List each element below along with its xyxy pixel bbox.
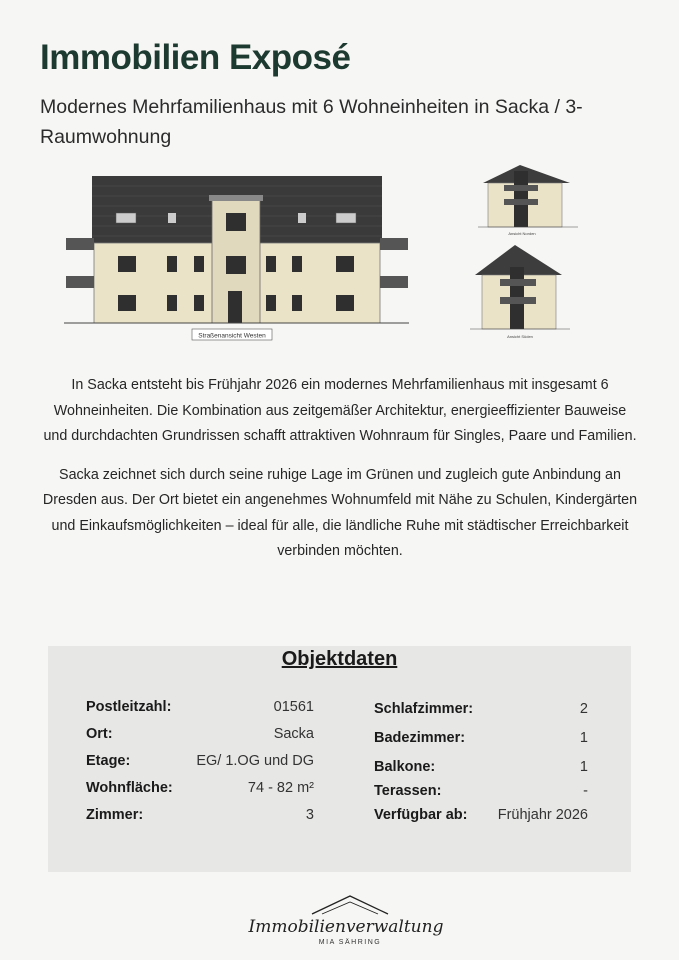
data-value: Sacka — [273, 726, 314, 742]
data-label: Terassen: — [374, 783, 442, 799]
data-value: - — [583, 783, 588, 799]
building-drawings — [0, 165, 679, 355]
objektdaten-title: Objektdaten — [281, 648, 398, 670]
intro-paragraph-2: Sacka zeichnet sich durch seine ruhige Lage im Grünen und zugleich gute Anbindung an Dresden aus. Der Ort bietet ein angenehmes Wohnumfeld mit Nähe zu Schulen, Kindergärten und Einkaufsmöglichkeiten – ideal für alle, die ländliche Ruhe mit städtischer Erreichbarkeit verbinden möchten. — [42, 466, 638, 559]
data-row — [374, 759, 588, 781]
data-label: Badezimmer: — [374, 730, 466, 746]
data-value: 1 — [579, 730, 588, 746]
data-label: Ort: — [86, 726, 113, 742]
company-logo — [248, 892, 444, 952]
data-label: Postleitzahl: — [86, 699, 172, 715]
data-row — [86, 780, 314, 802]
page-title: Immobilien Exposé — [40, 38, 351, 77]
data-label: Etage: — [86, 753, 131, 769]
front-caption: Straßenansicht Westen — [198, 332, 266, 340]
data-row — [374, 701, 588, 723]
data-row — [374, 730, 588, 752]
front-elevation-drawing — [64, 173, 409, 343]
data-row — [374, 807, 588, 829]
data-label: Zimmer: — [86, 807, 144, 823]
side-elevation-north-drawing — [478, 165, 578, 240]
logo-script-text: Immobilienverwaltung — [248, 917, 444, 937]
data-row — [86, 699, 314, 721]
data-label: Wohnfläche: — [86, 780, 173, 796]
side-elevation-south-drawing — [470, 245, 570, 343]
page-subtitle: Modernes Mehrfamilienhaus mit 6 Wohneinheiten in Sacka / 3-Raumwohnung — [40, 96, 583, 148]
logo-name: MIA SÄHRING — [318, 939, 382, 946]
side-caption-2: Ansicht Süden — [507, 334, 533, 339]
data-row — [86, 807, 314, 829]
side-caption-1: Ansicht Norden — [508, 231, 536, 236]
intro-text — [40, 373, 640, 578]
intro-paragraph-1: In Sacka entsteht bis Frühjahr 2026 ein modernes Mehrfamilienhaus mit insgesamt 6 Wohneinheiten. Die Kombination aus zeitgemäßer Architektur, energieeffizienter Bauweise und durchdachten Grundrissen schafft attraktiven Wohnraum für Singles, Paare und Familien. — [43, 377, 637, 444]
data-row — [86, 753, 314, 775]
data-label: Verfügbar ab: — [374, 807, 468, 823]
data-value: 74 - 82 m² — [247, 780, 314, 796]
data-value: 01561 — [273, 699, 314, 715]
data-value: 2 — [579, 701, 588, 717]
data-value: EG/ 1.OG und DG — [196, 753, 314, 769]
data-label: Schlafzimmer: — [374, 701, 474, 717]
data-value: 1 — [579, 759, 588, 775]
data-value: Frühjahr 2026 — [497, 807, 588, 823]
objektdaten-panel — [48, 646, 631, 872]
data-row — [86, 726, 314, 748]
data-value: 3 — [305, 807, 314, 823]
data-label: Balkone: — [374, 759, 436, 775]
data-row — [374, 783, 588, 805]
